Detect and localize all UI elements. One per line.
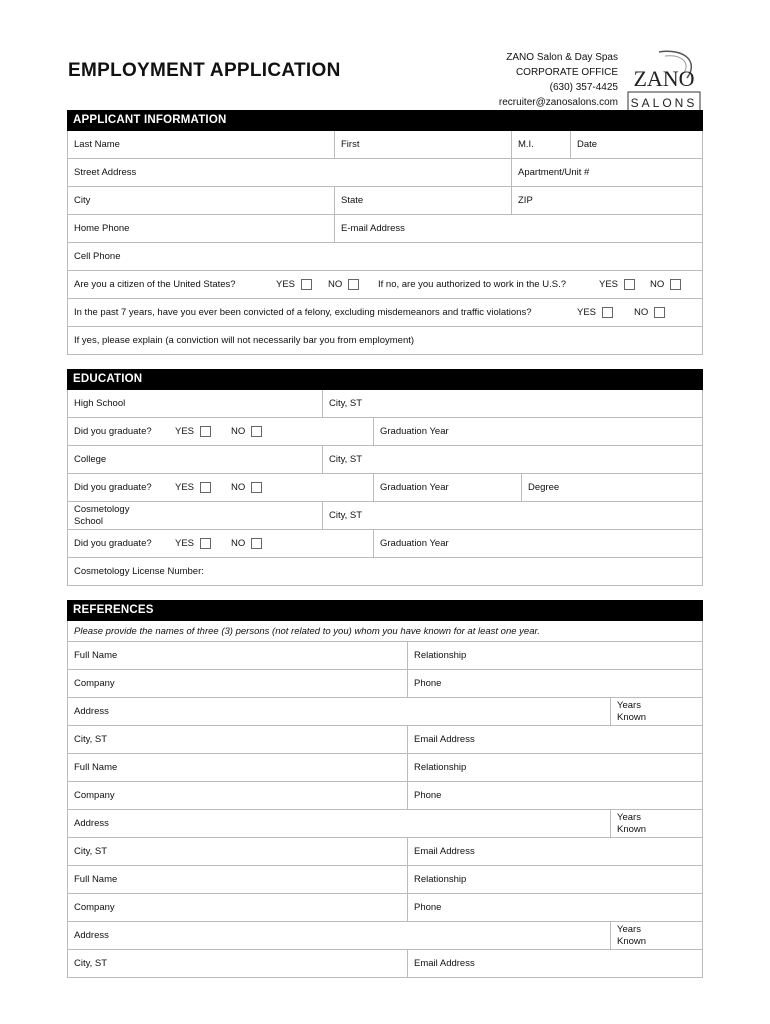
- first-name-field[interactable]: First: [334, 131, 512, 158]
- ref1-full-name-field[interactable]: Full Name: [74, 650, 118, 661]
- city-field[interactable]: City: [74, 195, 91, 206]
- felony-question: In the past 7 years, have you ever been convicted of a felony, excluding misdemeanors and traffic violations?: [74, 307, 532, 318]
- college-field[interactable]: College: [74, 454, 107, 465]
- references-section: [67, 600, 703, 978]
- ref3-email-field[interactable]: Email Address: [407, 950, 702, 977]
- company-email: recruiter@zanosalons.com: [498, 97, 618, 108]
- explain-row: [68, 327, 702, 355]
- ref3-phone-field[interactable]: Phone: [407, 894, 702, 921]
- cosmo-grad-no[interactable]: NO: [231, 530, 262, 557]
- ref2-name-row: [68, 754, 702, 782]
- ref1-phone-field[interactable]: Phone: [407, 670, 702, 697]
- college-row: [68, 446, 702, 474]
- checkbox-icon[interactable]: [200, 538, 211, 549]
- date-field[interactable]: Date: [570, 131, 702, 158]
- citizen-yes[interactable]: YES: [276, 271, 312, 298]
- street-address-field[interactable]: Street Address: [74, 167, 137, 178]
- zip-field[interactable]: ZIP: [511, 187, 702, 214]
- authorized-question: If no, are you authorized to work in the U.S.?: [378, 279, 566, 290]
- references-instructions: Please provide the names of three (3) persons (not related to you) whom you have known for at least one year.: [74, 625, 540, 637]
- ref2-email-field[interactable]: Email Address: [407, 838, 702, 865]
- ref2-address-field[interactable]: Address: [74, 818, 109, 829]
- ref3-full-name-field[interactable]: Full Name: [74, 874, 118, 885]
- ref3-city-field[interactable]: City, ST: [74, 958, 108, 969]
- checkbox-icon[interactable]: [602, 307, 613, 318]
- checkbox-icon[interactable]: [670, 279, 681, 290]
- checkbox-icon[interactable]: [251, 482, 262, 493]
- ref2-relationship-field[interactable]: Relationship: [407, 754, 702, 781]
- phone-row: [68, 215, 702, 243]
- citizen-question: Are you a citizen of the United States?: [74, 279, 236, 290]
- high-school-grad-row: [68, 418, 702, 446]
- ref1-name-row: [68, 642, 702, 670]
- ref1-relationship-field[interactable]: Relationship: [407, 642, 702, 669]
- ref1-years-field[interactable]: Years Known: [610, 698, 702, 725]
- college-grad-yes[interactable]: YES: [175, 474, 211, 501]
- ref1-city-field[interactable]: City, ST: [74, 734, 108, 745]
- education-header: EDUCATION: [67, 369, 703, 390]
- ref1-city-row: [68, 726, 702, 754]
- company-phone: (630) 357-4425: [549, 82, 618, 93]
- hs-grad-year-field[interactable]: Graduation Year: [373, 418, 702, 445]
- references-header: REFERENCES: [67, 600, 703, 621]
- mi-field[interactable]: M.I.: [511, 131, 571, 158]
- cosmetology-city-field[interactable]: City, ST: [322, 502, 702, 529]
- graduate-question: Did you graduate?: [74, 538, 152, 549]
- college-city-field[interactable]: City, ST: [322, 446, 702, 473]
- ref3-company-row: [68, 894, 702, 922]
- ref2-phone-field[interactable]: Phone: [407, 782, 702, 809]
- cosmo-grad-yes[interactable]: YES: [175, 530, 211, 557]
- applicant-section: [67, 110, 703, 355]
- cosmo-grad-year-field[interactable]: Graduation Year: [373, 530, 702, 557]
- checkbox-icon[interactable]: [251, 538, 262, 549]
- ref2-address-row: [68, 810, 702, 838]
- ref2-city-field[interactable]: City, ST: [74, 846, 108, 857]
- last-name-field[interactable]: Last Name: [74, 139, 120, 150]
- cosmetology-grad-row: [68, 530, 702, 558]
- ref1-email-field[interactable]: Email Address: [407, 726, 702, 753]
- cell-phone-field[interactable]: Cell Phone: [74, 251, 121, 262]
- checkbox-icon[interactable]: [301, 279, 312, 290]
- email-field[interactable]: E-mail Address: [334, 215, 702, 242]
- logo-word: ZANO: [633, 66, 695, 91]
- ref1-company-field[interactable]: Company: [74, 678, 115, 689]
- company-office: CORPORATE OFFICE: [515, 67, 618, 78]
- college-grad-year-field[interactable]: Graduation Year: [373, 474, 522, 501]
- education-section: [67, 369, 703, 586]
- ref3-years-field[interactable]: Years Known: [610, 922, 702, 949]
- ref1-company-row: [68, 670, 702, 698]
- apartment-field[interactable]: Apartment/Unit #: [511, 159, 702, 186]
- graduate-question: Did you graduate?: [74, 482, 152, 493]
- citizen-row: [68, 271, 702, 299]
- checkbox-icon[interactable]: [348, 279, 359, 290]
- company-contact: [499, 50, 618, 110]
- checkbox-icon[interactable]: [200, 482, 211, 493]
- degree-field[interactable]: Degree: [521, 474, 702, 501]
- home-phone-field[interactable]: Home Phone: [74, 223, 130, 234]
- high-school-city-field[interactable]: City, ST: [322, 390, 702, 417]
- checkbox-icon[interactable]: [200, 426, 211, 437]
- felony-yes[interactable]: YES: [577, 299, 613, 326]
- ref1-address-row: [68, 698, 702, 726]
- city-row: [68, 187, 702, 215]
- hs-grad-yes[interactable]: YES: [175, 418, 211, 445]
- ref2-years-field[interactable]: Years Known: [610, 810, 702, 837]
- logo-sub: SALONS: [630, 96, 698, 110]
- cell-row: [68, 243, 702, 271]
- name-row: [68, 131, 702, 159]
- explain-field[interactable]: If yes, please explain (a conviction will not necessarily bar you from employment): [74, 335, 415, 346]
- ref2-full-name-field[interactable]: Full Name: [74, 762, 118, 773]
- instructions-row: [68, 621, 702, 642]
- ref3-relationship-field[interactable]: Relationship: [407, 866, 702, 893]
- ref3-address-row: [68, 922, 702, 950]
- ref3-name-row: [68, 866, 702, 894]
- hs-grad-no[interactable]: NO: [231, 418, 262, 445]
- state-field[interactable]: State: [334, 187, 512, 214]
- ref3-company-field[interactable]: Company: [74, 902, 115, 913]
- felony-row: [68, 299, 702, 327]
- page-title: EMPLOYMENT APPLICATION: [68, 60, 341, 81]
- college-grad-no[interactable]: NO: [231, 474, 262, 501]
- license-field[interactable]: Cosmetology License Number:: [74, 566, 204, 577]
- authorized-yes[interactable]: YES: [599, 271, 635, 298]
- citizen-no[interactable]: NO: [328, 271, 359, 298]
- ref3-address-field[interactable]: Address: [74, 930, 109, 941]
- high-school-row: [68, 390, 702, 418]
- license-row: [68, 558, 702, 586]
- street-row: [68, 159, 702, 187]
- cosmetology-row: [68, 502, 702, 530]
- checkbox-icon[interactable]: [624, 279, 635, 290]
- college-grad-row: [68, 474, 702, 502]
- high-school-field[interactable]: High School: [74, 398, 126, 409]
- ref2-company-field[interactable]: Company: [74, 790, 115, 801]
- ref2-city-row: [68, 838, 702, 866]
- ref1-address-field[interactable]: Address: [74, 706, 109, 717]
- checkbox-icon[interactable]: [654, 307, 665, 318]
- checkbox-icon[interactable]: [251, 426, 262, 437]
- ref2-company-row: [68, 782, 702, 810]
- graduate-question: Did you graduate?: [74, 426, 152, 437]
- ref3-city-row: [68, 950, 702, 978]
- authorized-no[interactable]: NO: [650, 271, 681, 298]
- company-name: ZANO Salon & Day Spas: [506, 52, 618, 63]
- cosmetology-school-field[interactable]: Cosmetology School: [74, 503, 130, 527]
- applicant-header: APPLICANT INFORMATION: [67, 110, 703, 131]
- felony-no[interactable]: NO: [634, 299, 665, 326]
